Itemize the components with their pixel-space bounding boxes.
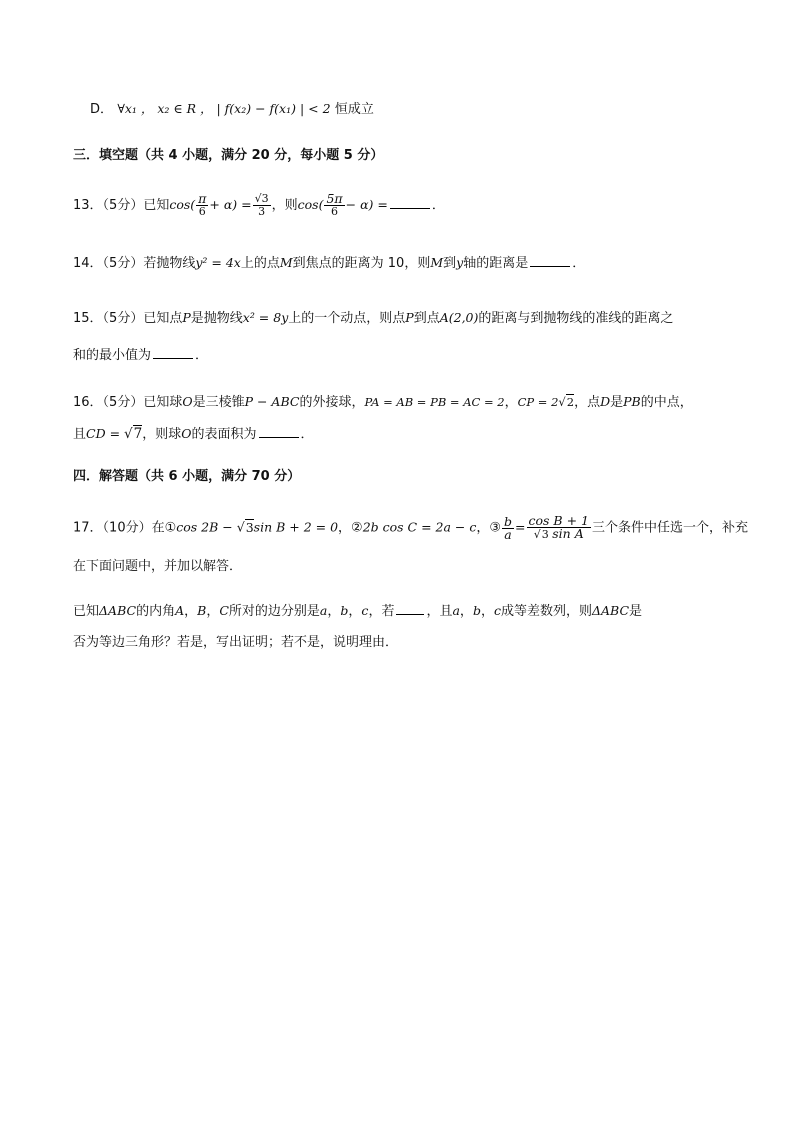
sqrt-radicand: 2 [566, 395, 575, 409]
math: P − ABC [244, 394, 300, 409]
question-text: 14．（5分）若抛物线 [73, 256, 196, 271]
question-text: 和的最小值为 [73, 348, 152, 363]
option-label: D． [90, 102, 114, 117]
question-15 [73, 308, 723, 329]
question-text: 上的一个动点，则点 [288, 311, 406, 326]
question-text: 15．（5分）已知点 [73, 311, 183, 326]
question-14 [73, 253, 723, 274]
question-text: 是 [610, 395, 624, 410]
math: − α) = [345, 197, 388, 212]
fraction [527, 515, 591, 541]
math: O [181, 426, 192, 441]
question-text: ． [300, 427, 314, 442]
option-text: 恒成立 [334, 102, 374, 117]
math: b [340, 603, 349, 618]
fraction [502, 513, 514, 542]
math: y [456, 255, 464, 270]
fraction [196, 193, 208, 218]
question-text: 已知 [73, 604, 100, 619]
question-16-cont [73, 424, 723, 445]
question-text: 所对的边分别是 [228, 604, 320, 619]
question-text: 轴的距离是 [463, 256, 529, 271]
math: M [430, 255, 444, 270]
question-text: ． [572, 256, 586, 271]
question-text: ，且 [426, 604, 453, 619]
sqrt-radicand: 7 [133, 426, 143, 442]
question-text: 是三棱锥 [192, 395, 245, 410]
frac-num: 5π [326, 191, 343, 206]
math: A(2,0) [439, 310, 479, 325]
frac-num: π [198, 191, 207, 206]
math: D [600, 394, 611, 409]
question-text: 上的点 [240, 256, 280, 271]
frac-num: cos B + 1 [528, 513, 589, 528]
section-title-fill-blank: 三．填空题（共 4 小题，满分 20 分，每小题 5 分） [73, 148, 384, 163]
sqrt-radicand: 3 [245, 519, 254, 535]
math: A [175, 603, 185, 618]
question-text: 是 [629, 604, 643, 619]
question-text: 的中点， [640, 395, 693, 410]
math: 2b cos C = 2a − c [362, 519, 477, 535]
question-text: ，③ [476, 520, 501, 536]
math: cos( [169, 197, 196, 212]
question-16 [73, 392, 723, 413]
question-17-line2 [73, 556, 723, 577]
question-text: 且 [73, 427, 87, 442]
frac-den: 6 [198, 205, 206, 218]
math: P [405, 310, 414, 325]
math: ΔABC [99, 603, 137, 618]
math: a [319, 603, 328, 618]
answer-blank[interactable] [390, 196, 430, 209]
question-17 [73, 513, 748, 542]
math: cos 2B − [176, 519, 237, 535]
fraction [253, 193, 271, 218]
question-text: 到点 [413, 311, 440, 326]
question-text: 的距离与到抛物线的准线的距离之 [478, 311, 674, 326]
question-17-line4 [73, 632, 723, 653]
frac-den: √3 sin A [533, 526, 584, 541]
math: cos( [297, 197, 324, 212]
math: ΔABC [592, 603, 630, 618]
question-text: 17．（10分）在① [73, 520, 177, 536]
math: M [279, 255, 293, 270]
sqrt: √3 [236, 519, 254, 535]
frac-den: 6 [331, 205, 339, 218]
question-text: ． [431, 198, 445, 213]
math: x² = 8y [242, 310, 289, 325]
math: PA = AB = PB = AC = 2 [364, 395, 505, 409]
answer-blank[interactable] [153, 346, 193, 359]
question-text: ，若 [368, 604, 395, 619]
question-text: 在下面问题中，并加以解答． [73, 559, 243, 574]
question-text: 的外接球， [299, 395, 365, 410]
math: sin A [552, 526, 584, 541]
question-text: 三个条件中任选一个，补充 [591, 520, 748, 536]
math: C [219, 603, 229, 618]
question-text: 16．（5分）已知球 [73, 395, 183, 410]
math: CD = [86, 426, 125, 441]
math: B [197, 603, 207, 618]
question-text: 成等差数列，则 [500, 604, 592, 619]
question-text: ，② [338, 520, 363, 536]
question-text: ． [195, 348, 209, 363]
math: c [361, 603, 369, 618]
question-text: 到 [443, 256, 457, 271]
option-math: ∀x₁ ， x₂ ∈ R ， | f(x₂) − f(x₁) | < 2 [117, 101, 331, 116]
sqrt-radicand: 3 [541, 528, 549, 541]
frac-den: 3 [258, 205, 266, 218]
math: y² = 4x [195, 255, 241, 270]
answer-blank[interactable] [530, 254, 570, 267]
answer-blank[interactable] [259, 425, 299, 438]
question-text: ，则球 [142, 427, 182, 442]
question-text: 是抛物线 [190, 311, 243, 326]
question-text: ，则 [271, 198, 298, 213]
fraction [324, 193, 344, 218]
question-15-cont [73, 345, 723, 366]
question-text: 的表面积为 [191, 427, 257, 442]
math: O [182, 394, 193, 409]
question-text: 否为等边三角形？若是，写出证明；若不是，说明理由． [73, 635, 399, 650]
frac-num: b [504, 513, 513, 529]
frac-num: √3 [254, 192, 269, 205]
math: P [182, 310, 191, 325]
question-text: ， [504, 395, 518, 410]
question-text: 的内角 [136, 604, 176, 619]
answer-blank[interactable] [396, 602, 424, 615]
option-d [90, 99, 740, 120]
math: CP = 2 [517, 395, 559, 409]
math: PB [623, 394, 641, 409]
math: sin B + 2 = 0 [253, 519, 339, 535]
sqrt: √2 [558, 395, 575, 409]
question-text: 13．（5分）已知 [73, 198, 170, 213]
math: + α) = [209, 197, 252, 212]
question-13 [73, 193, 723, 218]
question-text: ，点 [574, 395, 601, 410]
section-title-answer: 四．解答题（共 6 小题，满分 70 分） [73, 469, 301, 484]
sqrt: √7 [124, 426, 143, 442]
question-text: 到焦点的距离为 10，则 [292, 256, 431, 271]
question-17-line3: 已知ΔABC的内角A，B，C所对的边分别是a，b，c，若 ，且a，b，c成等差数列，则ΔABC是 [73, 603, 643, 619]
frac-den: a [504, 526, 512, 542]
math: = [515, 519, 526, 535]
